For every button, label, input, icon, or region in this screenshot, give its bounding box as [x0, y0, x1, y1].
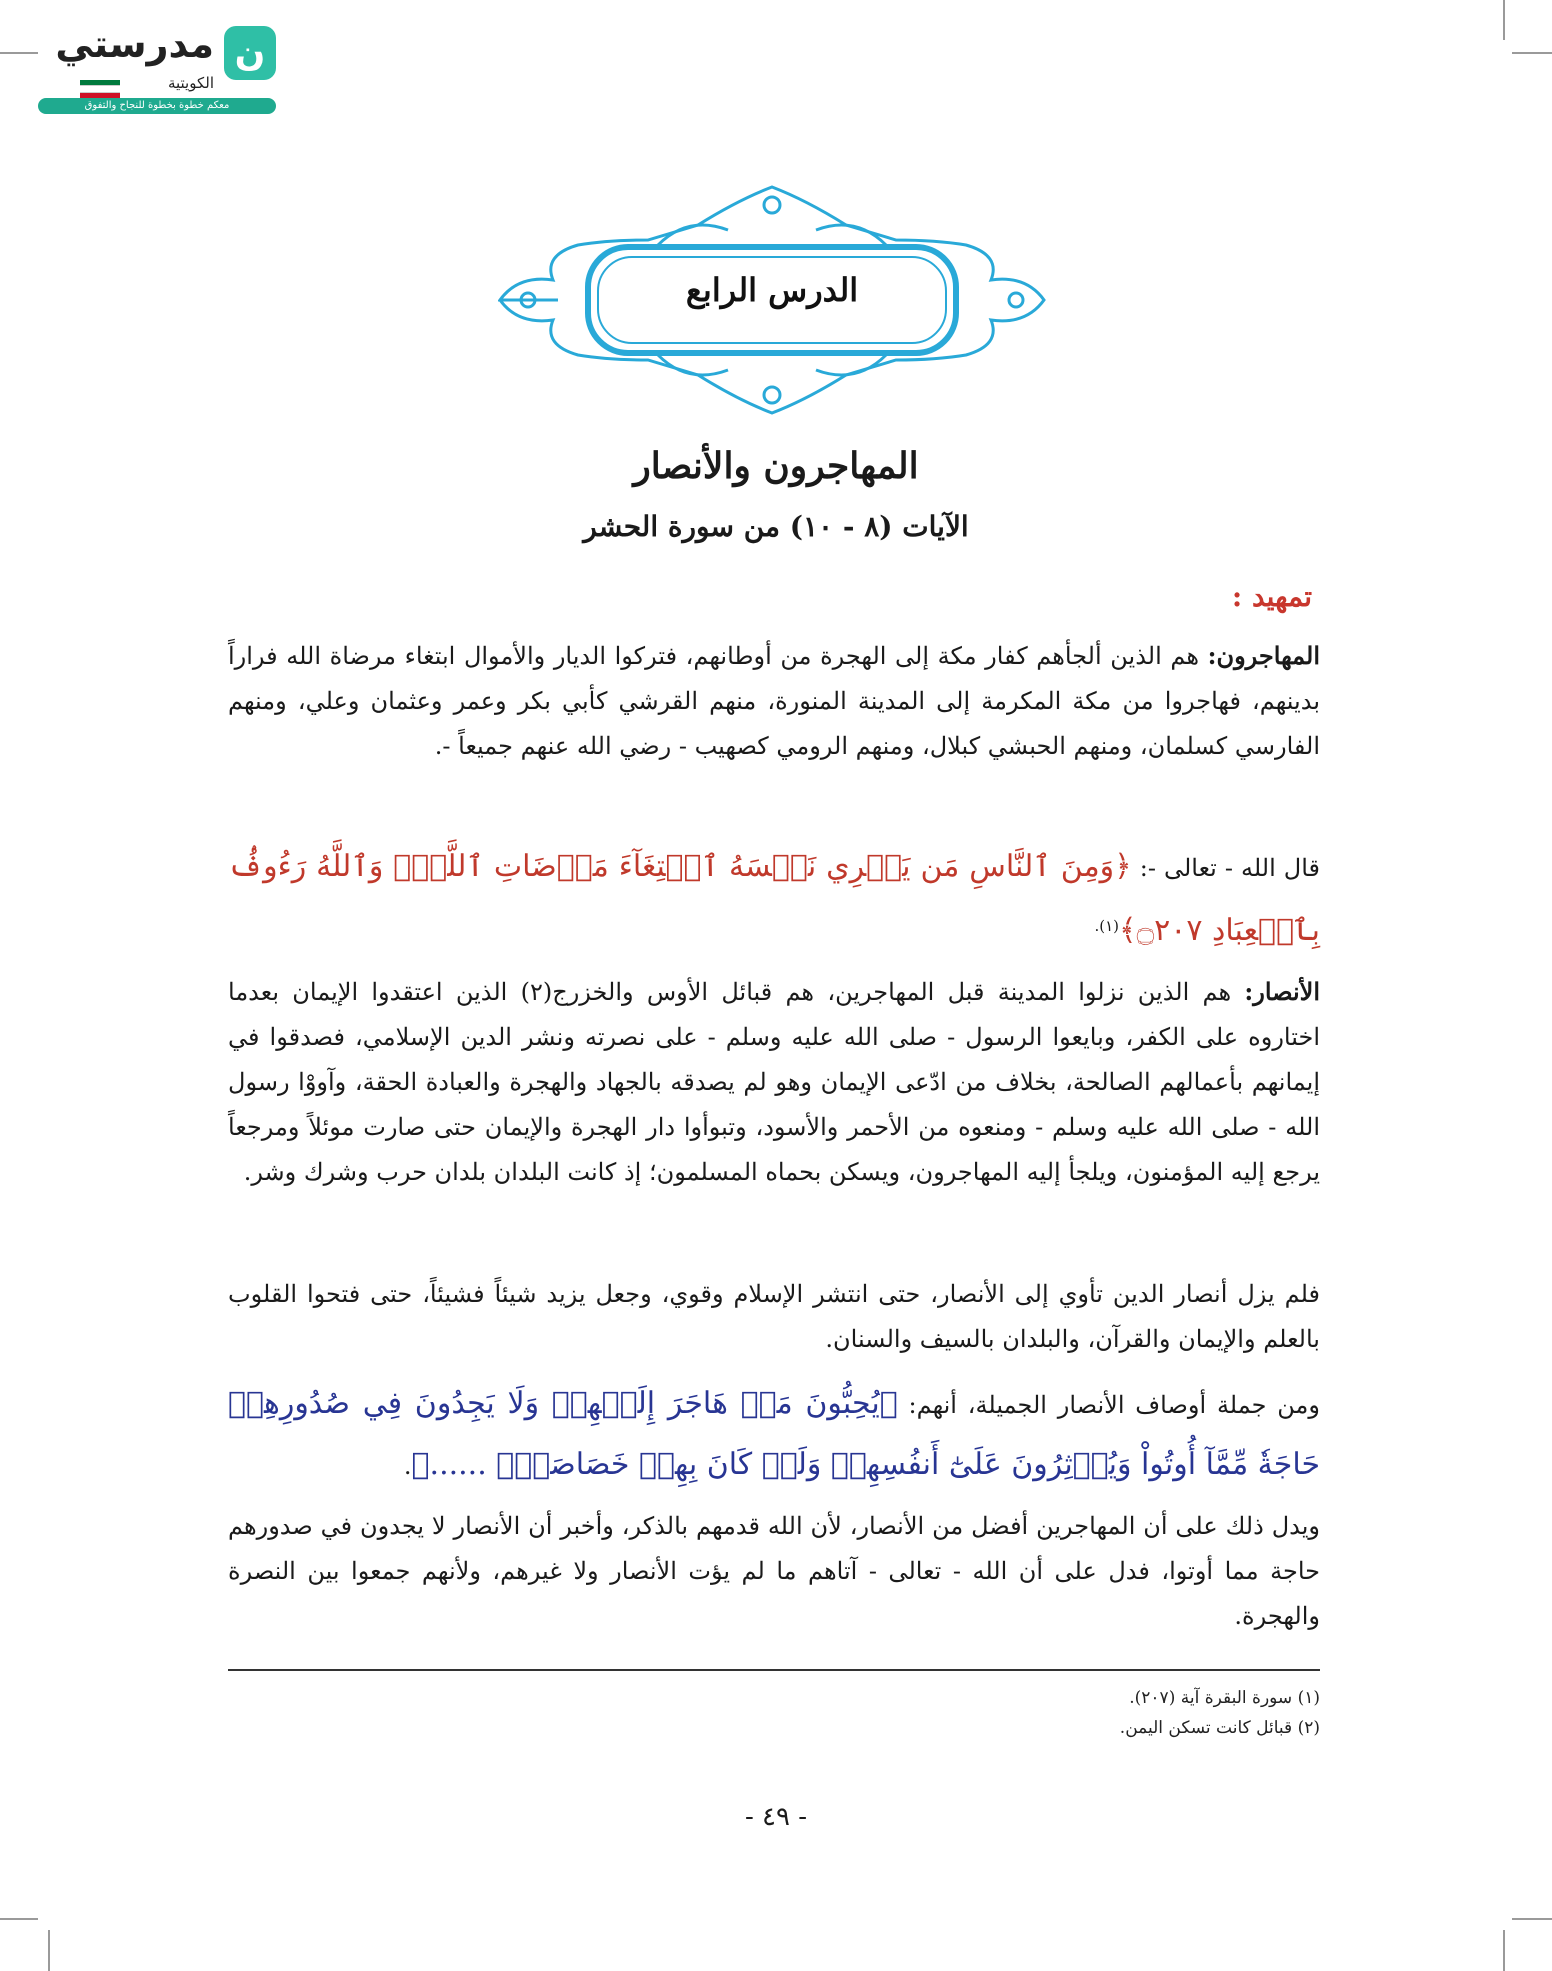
page-title: المهاجرون والأنصار [633, 445, 919, 487]
kuwait-flag-icon [80, 80, 120, 96]
paragraph-text: فلم يزل أنصار الدين تأوي إلى الأنصار، حتى انتشر الإسلام وقوي، وجعل يزيد شيئاً فشيئاً، حتى فتحوا القلوب بالعلم والإيمان والقرآن، والبلدان بالسيف والسنان. [228, 1280, 1320, 1353]
paragraph-text: ويدل ذلك على أن المهاجرين أفضل من الأنصار، لأن الله قدمهم بالذكر، وأخبر أن الأنصار لا يجدون في صدورهم حاجة مما أوتوا، فدل على أن الله - تعالى - آتاهم ما لم يؤت الأنصار ولا غيرهم، ولأنهم جمعوا بين النصرة والهجرة. [228, 1512, 1320, 1630]
paragraph-text: هم الذين نزلوا المدينة قبل المهاجرين، هم قبائل الأوس والخزرج(٢) الذين اعتقدوا الإيمان بعدما اختاروه على الكفر، وبايعوا الرسول - صلى الله عليه وسلم - على نصرته ونشر الدين الإسلامي، فصدقوا في إيمانهم بأعمالهم الصالحة، بخلاف من ادّعى الإيمان وهو لم يصدقه بالجهاد والهجرة والعبادة الحقة، وآووْا رسول الله - صلى الله عليه وسلم - ومنعوه من الأحمر والأسود، وتبوأوا دار الهجرة والإيمان حتى صارت موئلاً ومرجعاً يرجع إليه المؤمنون، ويلجأ إليه المهاجرون، ويسكن بحماه المسلمون؛ إذ كانت البلدان بلدان حرب وشرك وشر. [228, 978, 1320, 1186]
paragraph-text: هم الذين ألجأهم كفار مكة إلى الهجرة من أوطانهم، فتركوا الديار والأموال ابتغاء مرضاة الله فراراً بدينهم، فهاجروا من مكة المكرمة إلى المدينة المنورة، منهم القرشي كأبي بكر وعمر وعثمان وعلي، ومنهم الفارسي كسلمان، ومنهم الحبشي كبلال، ومنهم الرومي كصهيب - رضي الله عنهم جميعاً -. [228, 642, 1320, 760]
crop-mark [1503, 1930, 1505, 1971]
paragraph-verse-2 [228, 1374, 1320, 1496]
paragraph-conclusion [228, 1504, 1320, 1639]
lesson-banner [498, 185, 1046, 415]
footnote: (٢) قبائل كانت تسكن اليمن. [1119, 1718, 1320, 1738]
lesson-number: الدرس الرابع [685, 271, 859, 309]
footnote: (١) سورة البقرة آية (٢٠٧). [1129, 1688, 1320, 1708]
paragraph-verse-1 [228, 838, 1320, 961]
page-subtitle: الآيات (٨ - ١٠) من سورة الحشر [583, 510, 969, 543]
footnote-ref: (١). [1094, 917, 1119, 935]
crop-mark [0, 1918, 38, 1920]
quran-verse: ﴿وَمِنَ ٱلنَّاسِ مَن يَشۡرِي نَفۡسَهُ ٱبۡتِغَآءَ مَرۡضَاتِ ٱللَّهِۚ وَٱللَّهُ رَءُوفُۢ بِٱلۡعِبَادِ ۝٢٠٧﴾ [228, 849, 1320, 948]
crop-mark [1512, 52, 1552, 54]
paragraph-ansar [228, 969, 1320, 1195]
quran-verse: ﴿يُحِبُّونَ مَنۡ هَاجَرَ إِلَيۡهِمۡ وَلَا يَجِدُونَ فِي صُدُورِهِمۡ حَاجَةٗ مِّمَّآ أُوتُواْ وَيُؤۡثِرُونَ عَلَىٰٓ أَنفُسِهِمۡ وَلَوۡ كَانَ بِهِمۡ خَصَاصَةٞۚ ......﴾ [228, 1386, 1320, 1482]
paragraph-spread [228, 1272, 1320, 1362]
section-heading: تمهيد : [1231, 580, 1312, 613]
page-number: - ٤٩ - [744, 1802, 808, 1832]
crop-mark [48, 1930, 50, 1971]
paragraph-muhajirun [228, 633, 1320, 769]
site-logo[interactable] [38, 22, 276, 114]
logo-name: مدرستي [55, 22, 214, 66]
logo-badge-icon: ن [224, 26, 276, 80]
crop-mark [1512, 1918, 1552, 1920]
term-muhajirun: المهاجرون: [1207, 641, 1320, 670]
logo-subtitle: الكويتية [167, 74, 214, 92]
logo-tagline: معكم خطوة بخطوة للنجاح والتفوق [38, 98, 276, 114]
footnote-divider [228, 1669, 1320, 1671]
crop-mark [1503, 0, 1505, 40]
crop-mark [0, 52, 38, 54]
verse-intro: ومن جملة أوصاف الأنصار الجميلة، أنهم: [897, 1391, 1320, 1419]
verse-intro: قال الله - تعالى -: [1131, 854, 1321, 882]
term-ansar: الأنصار: [1244, 977, 1320, 1006]
verse-end: . [403, 1452, 412, 1480]
